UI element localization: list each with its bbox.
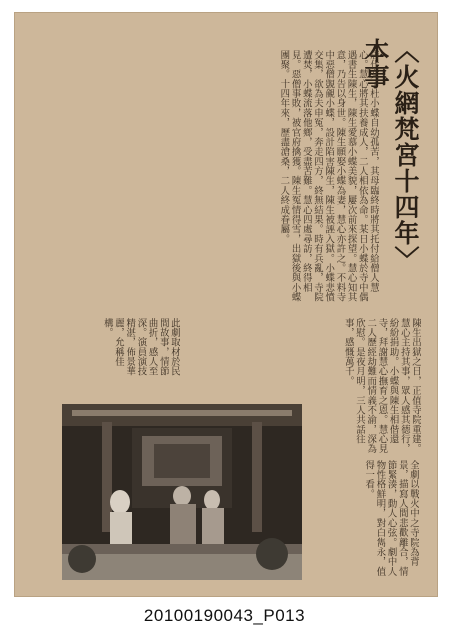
story-text-middle: 陳生出獄之日，正值寺院重建。慧心主持其事，眾人感其德行，紛紛捐助。小蝶與陳生相偕還寺，拜謝慧心撫育之恩。慧心見二人歷經劫難而情義不渝，深為欣慰。是夜月明，三人共話往事，感慨萬千。: [342, 318, 421, 454]
booklet-page: [14, 12, 438, 597]
story-text-lower: 全劇以戰火中之寺院為背景，描寫人間悲歡離合，情節緊湊，動人心弦。劇中人物性格鮮明，對白雋永，值得一看。: [363, 460, 419, 577]
story-text-left: 此劇取材於民間故事，情節曲折，感人至深。演員演技精湛，佈景華麗，允稱佳構。: [101, 318, 180, 377]
article-title: 〈火網梵宮十四年〉本事: [361, 38, 420, 272]
stage-photo: [62, 404, 302, 580]
stage-scene-image: [62, 404, 302, 580]
archive-code: 20100190043_P013: [143, 606, 306, 625]
story-text-upper: 唐代女子杜小蝶自幼孤苦，其母臨終時將其托付給僧人慧心。慧心將其扶養成人，二人相依為命。某日小蝶於寺中偶遇書生陳生，陳生愛慕小蝶美貌，屢次前來探望。慧心知其意，乃告以身世。陳生願娶小蝶為妻，慧心亦許之。不料寺中惡僧覬覦小蝶，設計陷害陳生，陳生被誣入獄。小蝶悲憤交集，欲為夫申冤，奔走四方，終無結果。時有兵亂，寺院遭焚，小蝶流落他鄉，受盡苦難。慧心四處尋訪，終得相見。惡僧事敗，被官府擒獲。陳生冤情得雪，出獄後與小蝶團聚。十四年來，歷盡滄桑，二人終成眷屬。: [278, 50, 379, 302]
